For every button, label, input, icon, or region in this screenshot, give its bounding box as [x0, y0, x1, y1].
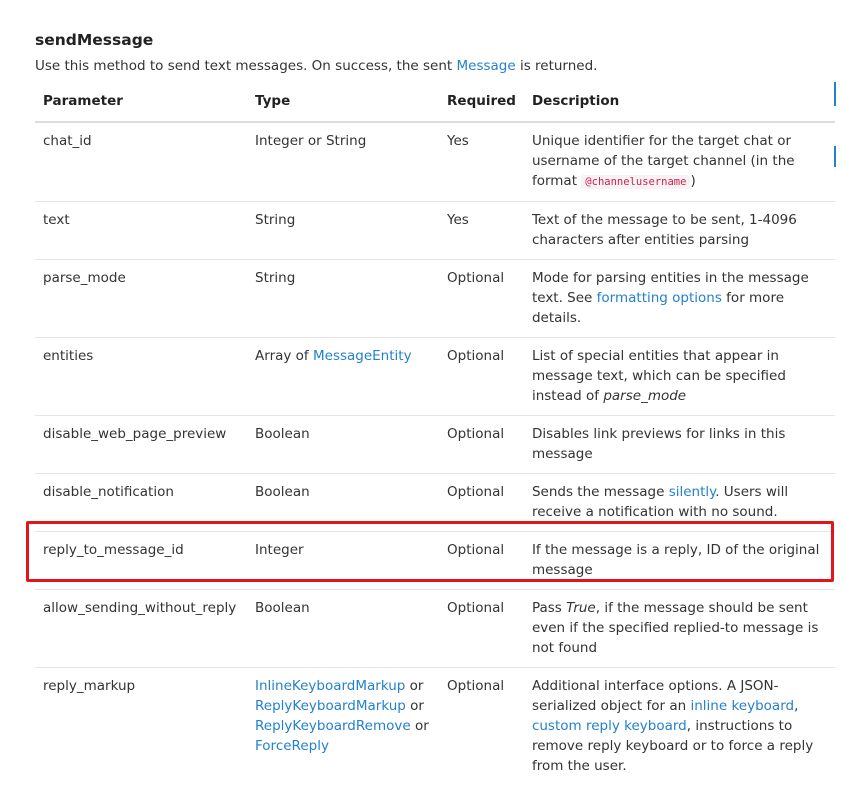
- table-row: [35, 202, 835, 260]
- table-row-highlighted: [35, 532, 835, 590]
- table-row: [35, 416, 835, 474]
- table-header-row: [35, 84, 835, 122]
- param-name: disable_notification: [35, 474, 247, 532]
- param-required: Yes: [439, 122, 524, 202]
- param-required: Optional: [439, 532, 524, 590]
- param-required: Optional: [439, 416, 524, 474]
- custom-reply-keyboard-link[interactable]: custom reply keyboard: [531, 718, 687, 734]
- param-name: entities: [35, 338, 247, 416]
- table-row: [35, 260, 835, 338]
- param-description: Disables link previews for links in this message: [524, 416, 835, 474]
- param-required: Optional: [439, 338, 524, 416]
- param-description: Unique identifier for the target chat or username of the target channel (in the format @channelusername ): [524, 122, 835, 202]
- reply-keyboard-markup-link[interactable]: ReplyKeyboardMarkup: [255, 698, 406, 714]
- reply-keyboard-remove-link[interactable]: ReplyKeyboardRemove: [255, 718, 411, 734]
- param-required: Optional: [447, 678, 505, 694]
- param-type: Boolean: [247, 416, 439, 474]
- param-name: reply_markup: [43, 678, 136, 694]
- param-description: If the message is a reply, ID of the original message: [524, 532, 835, 590]
- param-description: Mode for parsing entities in the message text. See formatting options for more details.: [524, 260, 835, 338]
- param-type: Array of MessageEntity: [247, 338, 439, 416]
- parameters-table: [35, 84, 835, 785]
- table-row: [35, 338, 835, 416]
- param-name: allow_sending_without_reply: [35, 590, 247, 668]
- param-type: Boolean: [247, 590, 439, 668]
- scroll-indicator: [834, 82, 836, 106]
- param-name: text: [35, 202, 247, 260]
- param-name: reply_to_message_id: [35, 532, 247, 590]
- formatting-options-link[interactable]: formatting options: [596, 290, 722, 306]
- channel-username-code: @channelusername: [581, 175, 690, 189]
- header-type: Type: [247, 84, 439, 122]
- param-required: Yes: [439, 202, 524, 260]
- param-type: Integer or String: [247, 122, 439, 202]
- param-description: Sends the message silently. Users will receive a notification with no sound.: [524, 474, 835, 532]
- parse-mode-emphasis: parse_mode: [603, 388, 687, 404]
- param-type: Integer: [247, 532, 439, 590]
- param-required: Optional: [439, 260, 524, 338]
- table-row: [35, 122, 835, 202]
- header-required: Required: [439, 84, 524, 122]
- message-link[interactable]: Message: [456, 58, 516, 74]
- param-description: Text of the message to be sent, 1-4096 characters after entities parsing: [524, 202, 835, 260]
- param-required: Optional: [439, 474, 524, 532]
- param-name: parse_mode: [35, 260, 247, 338]
- intro-text: Use this method to send text messages. On success, the sent: [35, 58, 457, 74]
- table-row: [35, 590, 835, 668]
- param-type: String: [247, 202, 439, 260]
- inline-keyboard-markup-link[interactable]: InlineKeyboardMarkup: [255, 678, 406, 694]
- table-row: [35, 474, 835, 532]
- param-description: List of special entities that appear in message text, which can be specified instead of parse_mode: [524, 338, 835, 416]
- scroll-indicator: [834, 146, 836, 167]
- param-type: InlineKeyboardMarkup or ReplyKeyboardMarkup or ReplyKeyboardRemove or ForceReply: [255, 678, 429, 754]
- header-parameter: Parameter: [35, 84, 247, 122]
- inline-keyboard-link[interactable]: inline keyboard: [690, 698, 795, 714]
- param-description: Pass True, if the message should be sent even if the specified replied-to message is not found: [524, 590, 835, 668]
- message-entity-link[interactable]: MessageEntity: [312, 348, 412, 364]
- param-type: String: [247, 260, 439, 338]
- method-intro: [35, 57, 835, 75]
- true-emphasis: True: [566, 600, 596, 616]
- param-type: Boolean: [247, 474, 439, 532]
- method-section: [35, 30, 835, 785]
- method-title: sendMessage: [35, 31, 154, 49]
- param-name: chat_id: [35, 122, 247, 202]
- force-reply-link[interactable]: ForceReply: [255, 738, 329, 754]
- param-name: disable_web_page_preview: [35, 416, 247, 474]
- param-required: Optional: [439, 590, 524, 668]
- silently-link[interactable]: silently: [668, 484, 716, 500]
- header-description: Description: [524, 84, 835, 122]
- intro-text-end: is returned.: [515, 58, 598, 74]
- param-description: Additional interface options. A JSON-serialized object for an inline keyboard, custom reply keyboard, instructions to remove reply keyboard or to force a reply from the user.: [531, 678, 814, 774]
- table-row: [35, 668, 835, 786]
